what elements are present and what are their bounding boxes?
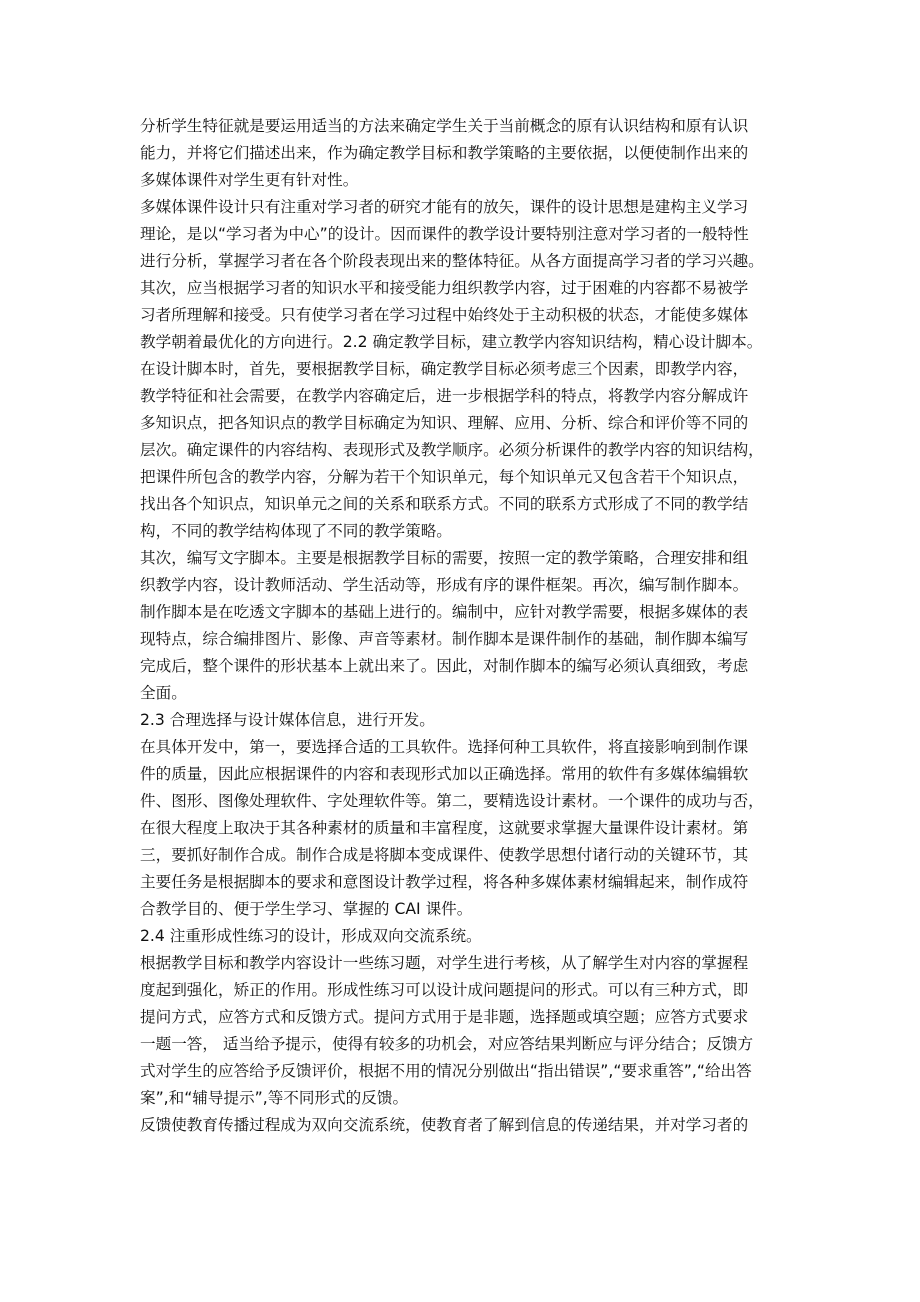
text-line: 织教学内容，设计教师活动、学生活动等，形成有序的课件框架。再次，编写制作脚本。 xyxy=(140,576,749,594)
section-heading-2-3: 2.3 合理选择与设计媒体信息，进行开发。 xyxy=(140,711,435,729)
text-line: 在具体开发中，第一，要选择合适的工具软件。选择何种工具软件，将直接影响到制作课 xyxy=(140,738,749,756)
text-line: 反馈使教育传播过程成为双向交流系统，使教育者了解到信息的传递结果，并对学习者的 xyxy=(140,1116,749,1134)
text-line: 其次，编写文字脚本。主要是根据教学目标的需要，按照一定的教学策略，合理安排和组 xyxy=(140,549,749,567)
text-line: 案”,和“辅导提示”,等不同形式的反馈。 xyxy=(140,1089,409,1107)
text-line: 合教学目的、便于学生学习、掌握的 CAI 课件。 xyxy=(140,900,473,918)
text-line: 多知识点，把各知识点的教学目标确定为知识、理解、应用、分析、综合和评价等不同的 xyxy=(140,414,749,432)
text-line: 提问方式，应答方式和反馈方式。提问方式用于是非题，选择题或填空题；应答方式要求 xyxy=(140,1008,749,1026)
text-line: 层次。确定课件的内容结构、表现形式及教学顺序。必须分析课件的教学内容的知识结构， xyxy=(140,441,764,459)
text-line: 在设计脚本时，首先，要根据教学目标，确定教学目标必须考虑三个因素，即教学内容， xyxy=(140,360,749,378)
text-line: 全面。 xyxy=(140,684,187,702)
text-line: 分析学生特征就是要运用适当的方法来确定学生关于当前概念的原有认识结构和原有认识 xyxy=(140,117,749,135)
text-line: 完成后，整个课件的形状基本上就出来了。因此，对制作脚本的编写必须认真细致，考虑 xyxy=(140,657,749,675)
text-line: 在很大程度上取决于其各种素材的质量和丰富程度，这就要求掌握大量课件设计素材。第 xyxy=(140,819,749,837)
text-line: 根据教学目标和教学内容设计一些练习题，对学生进行考核，从了解学生对内容的掌握程 xyxy=(140,954,749,972)
text-line: 进行分析，掌握学习者在各个阶段表现出来的整体特征。从各方面提高学习者的学习兴趣。 xyxy=(140,252,764,270)
text-line: 一题一答， 适当给予提示，使得有较多的功机会，对应答结果判断应与评分结合；反馈方 xyxy=(140,1035,754,1053)
text-line: 件的质量，因此应根据课件的内容和表现形式加以正确选择。常用的软件有多媒体编辑软 xyxy=(140,765,749,783)
text-line: 主要任务是根据脚本的要求和意图设计教学过程，将各种多媒体素材编辑起来，制作成符 xyxy=(140,873,749,891)
text-line: 理论，是以“学习者为中心”的设计。因而课件的教学设计要特别注意对学习者的一般特性 xyxy=(140,225,749,243)
text-line: 能力，并将它们描述出来，作为确定教学目标和教学策略的主要依据，以便使制作出来的 xyxy=(140,144,749,162)
text-line: 把课件所包含的教学内容，分解为若干个知识单元，每个知识单元又包含若干个知识点， xyxy=(140,468,749,486)
text-line: 多媒体课件设计只有注重对学习者的研究才能有的放矢，课件的设计思想是建构主义学习 xyxy=(140,198,749,216)
text-line: 教学朝着最优化的方向进行。2.2 确定教学目标，建立教学内容知识结构，精心设计脚本。 xyxy=(140,333,763,351)
text-line: 件、图形、图像处理软件、字处理软件等。第二，要精选设计素材。一个课件的成功与否， xyxy=(140,792,764,810)
text-line: 多媒体课件对学生更有针对性。 xyxy=(140,171,359,189)
text-line: 现特点，综合编排图片、影像、声音等素材。制作脚本是课件制作的基础，制作脚本编写 xyxy=(140,630,749,648)
text-line: 三，要抓好制作合成。制作合成是将脚本变成课件、使教学思想付诸行动的关键环节，其 xyxy=(140,846,749,864)
section-heading-2-4: 2.4 注重形成性练习的设计，形成双向交流系统。 xyxy=(140,927,482,945)
text-line: 度起到强化，矫正的作用。形成性练习可以设计成问题提问的形式。可以有三种方式，即 xyxy=(140,981,749,999)
text-line: 式对学生的应答给予反馈评价，根据不用的情况分别做出“指出错误”,“要求重答”,“给出答 xyxy=(140,1062,752,1080)
text-line: 构，不同的教学结构体现了不同的教学策略。 xyxy=(140,522,452,540)
text-line: 其次，应当根据学习者的知识水平和接受能力组织教学内容，过于困难的内容都不易被学 xyxy=(140,279,749,297)
document-body xyxy=(140,113,800,1139)
text-line: 制作脚本是在吃透文字脚本的基础上进行的。编制中，应针对教学需要，根据多媒体的表 xyxy=(140,603,749,621)
text-line: 习者所理解和接受。只有使学习者在学习过程中始终处于主动积极的状态，才能使多媒体 xyxy=(140,306,749,324)
text-line: 教学特征和社会需要，在教学内容确定后，进一步根据学科的特点，将教学内容分解成许 xyxy=(140,387,749,405)
text-line: 找出各个知识点，知识单元之间的关系和联系方式。不同的联系方式形成了不同的教学结 xyxy=(140,495,749,513)
